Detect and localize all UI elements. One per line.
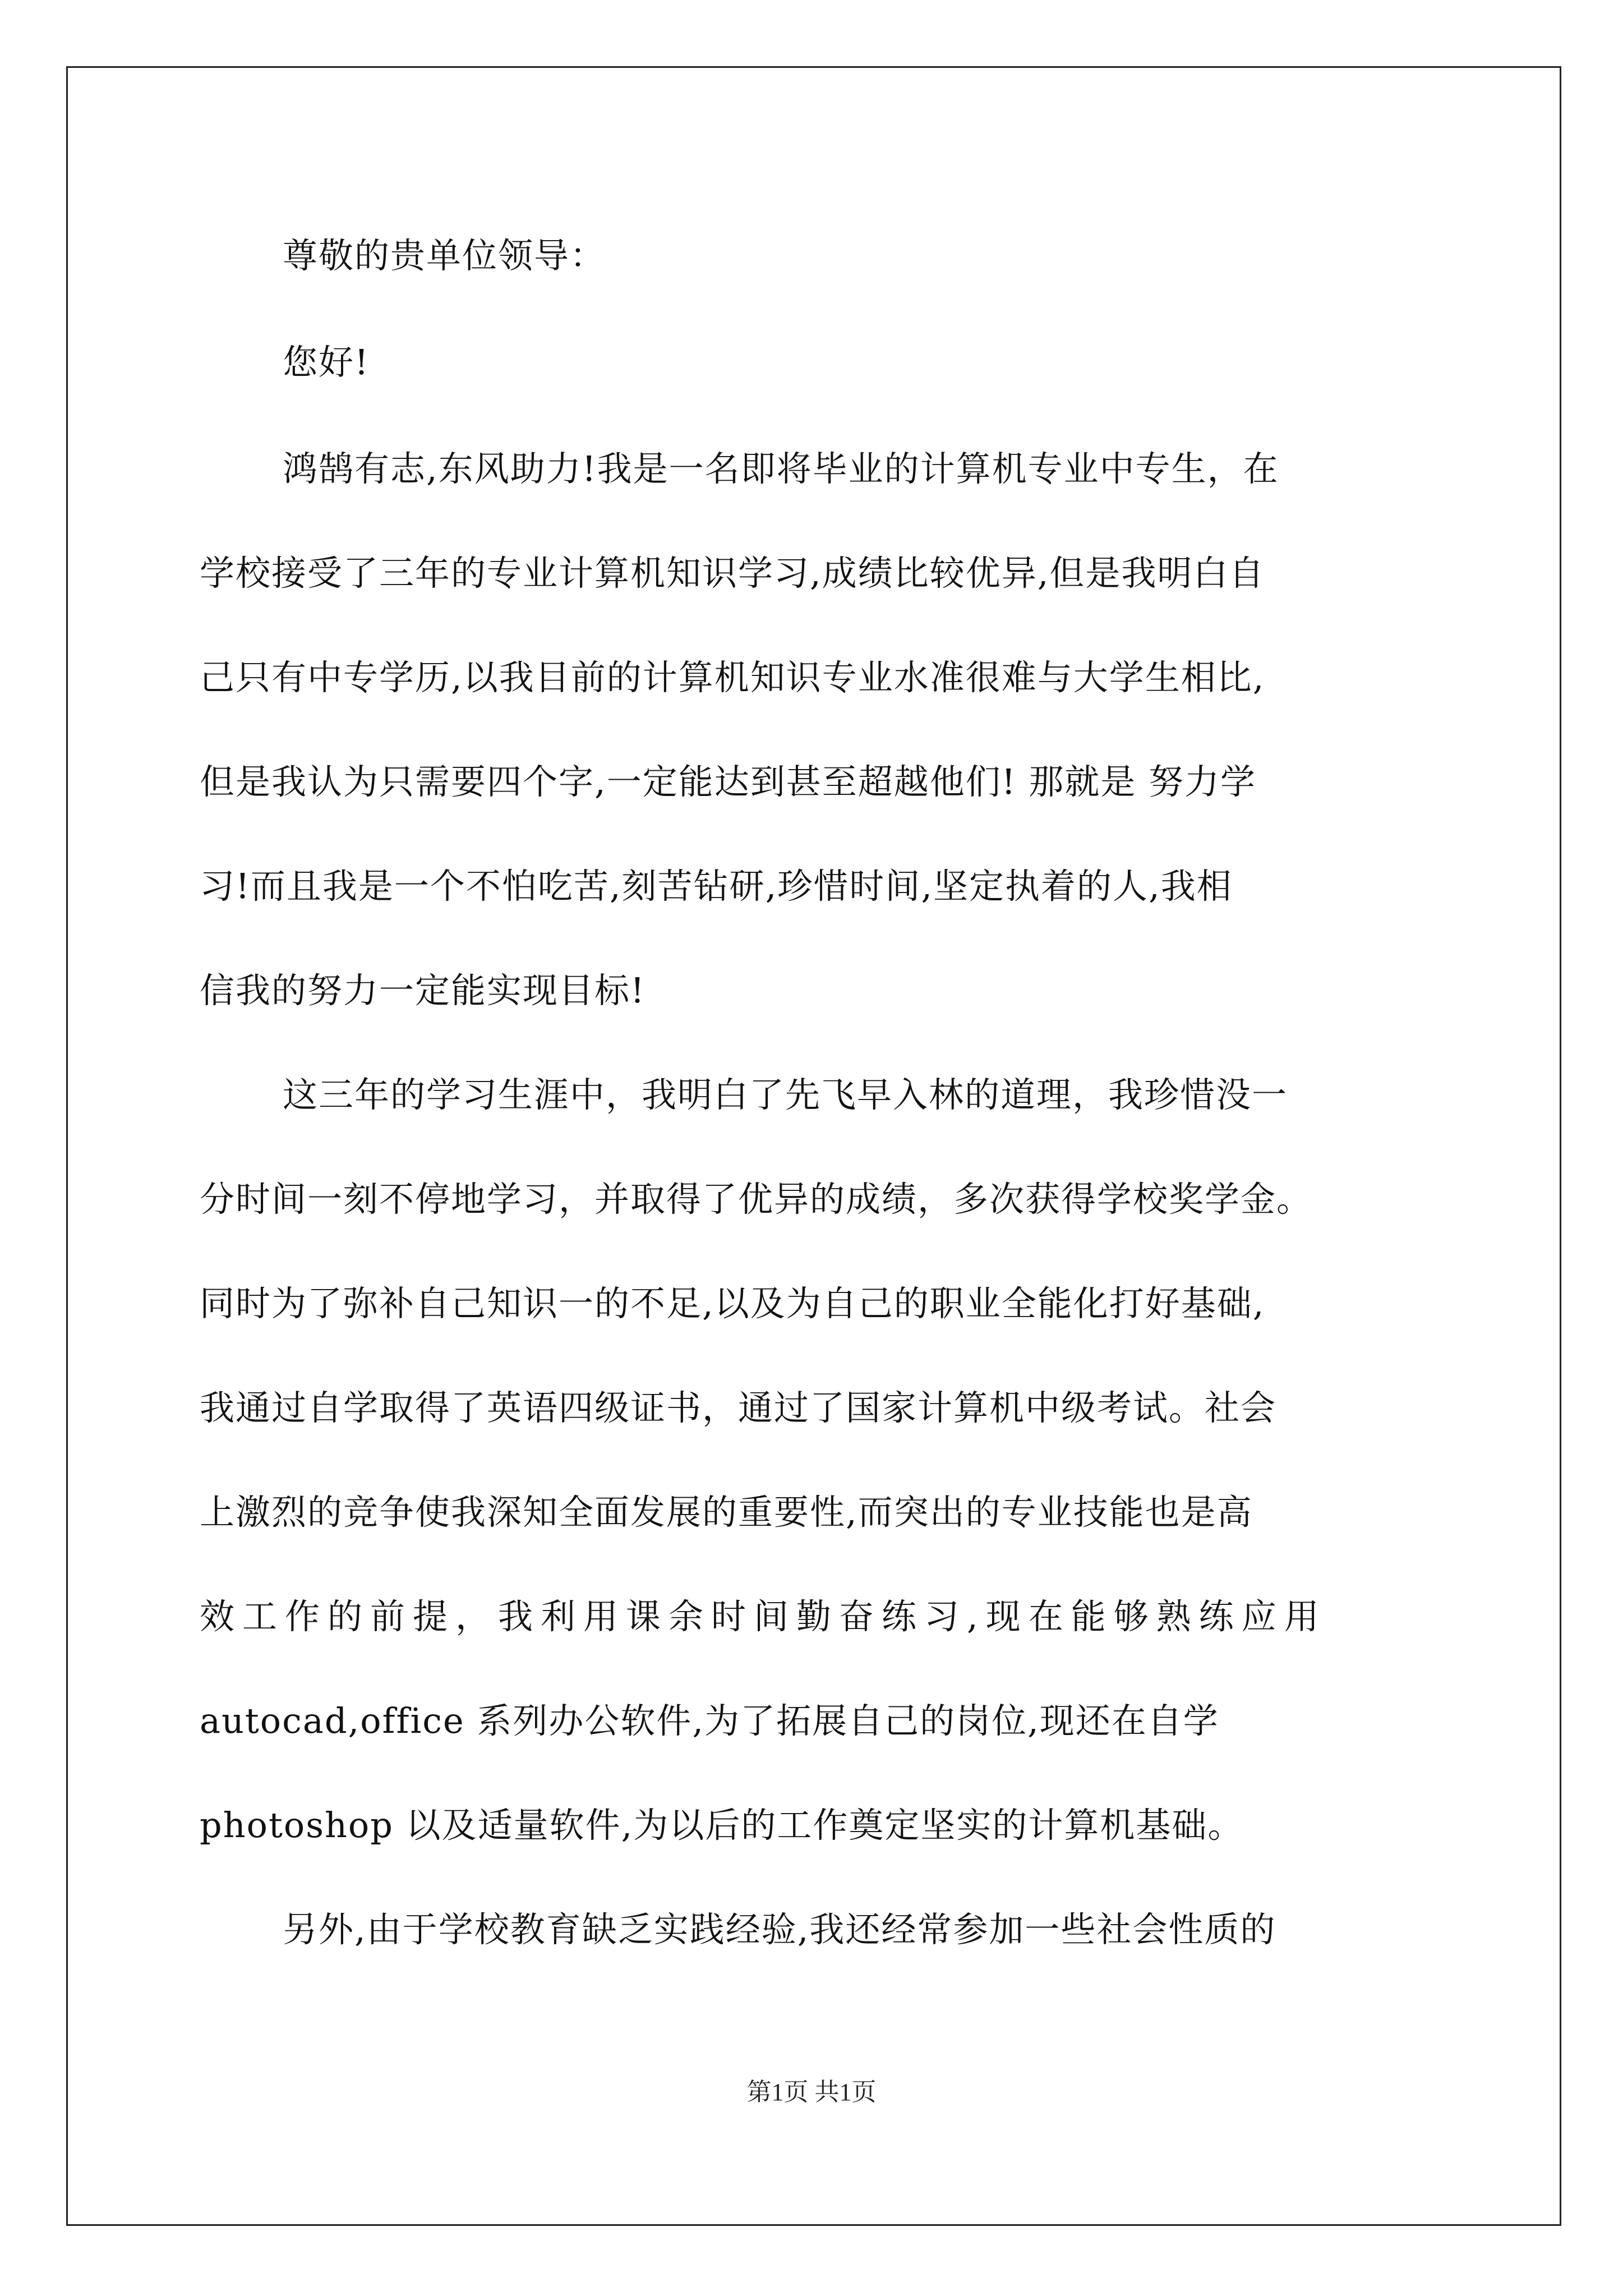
paragraph-1-line-4: 但是我认为只需要四个字,一定能达到甚至超越他们! 那就是 努力学 [200,761,1257,802]
paragraph-2-line-7: autocad,office 系列办公软件,为了拓展自己的岗位,现还在自学 [200,1700,1219,1741]
paragraph-1-line-5: 习!而且我是一个不怕吃苦,刻苦钻研,珍惜时间,坚定执着的人,我相 [200,866,1233,907]
paragraph-1-line-2: 学校接受了三年的专业计算机知识学习,成绩比较优异,但是我明白自 [200,553,1265,593]
paragraph-3-line-1: 另外,由于学校教育缺乏实践经验,我还经常参加一些社会性质的 [283,1909,1276,1950]
paragraph-1-line-3: 己只有中专学历,以我目前的计算机知识专业水准很难与大学生相比, [200,657,1265,698]
paragraph-2-line-2: 分时间一刻不停地学习，并取得了优异的成绩，多次获得学校奖学金。 [200,1179,1313,1220]
paragraph-2-line-4: 我通过自学取得了英语四级证书，通过了国家计算机中级考试。社会 [200,1387,1277,1428]
paragraph-2-line-1: 这三年的学习生涯中，我明白了先飞早入林的道理，我珍惜没一 [283,1074,1288,1115]
paragraph-2-line-6: 效工作的前提，我利用课余时间勤奋练习,现在能够熟练应用 [200,1596,1327,1637]
paragraph-2-line-5: 上激烈的竞争使我深知全面发展的重要性,而突出的专业技能也是高 [200,1492,1253,1533]
salutation: 尊敬的贵单位领导： [283,235,606,276]
page-footer: 第1页 共1页 [746,2078,877,2106]
paragraph-2-line-8: photoshop 以及适量软件,为以后的工作奠定坚实的计算机基础。 [200,1805,1244,1846]
paragraph-2-line-3: 同时为了弥补自己知识一的不足,以及为自己的职业全能化打好基础, [200,1283,1265,1324]
greeting: 您好! [283,342,370,383]
paragraph-1-line-1: 鸿鹄有志,东风助力!我是一名即将毕业的计算机专业中专生，在 [283,448,1279,489]
page-border [66,66,1561,2226]
paragraph-1-line-6: 信我的努力一定能实现目标! [200,970,645,1011]
